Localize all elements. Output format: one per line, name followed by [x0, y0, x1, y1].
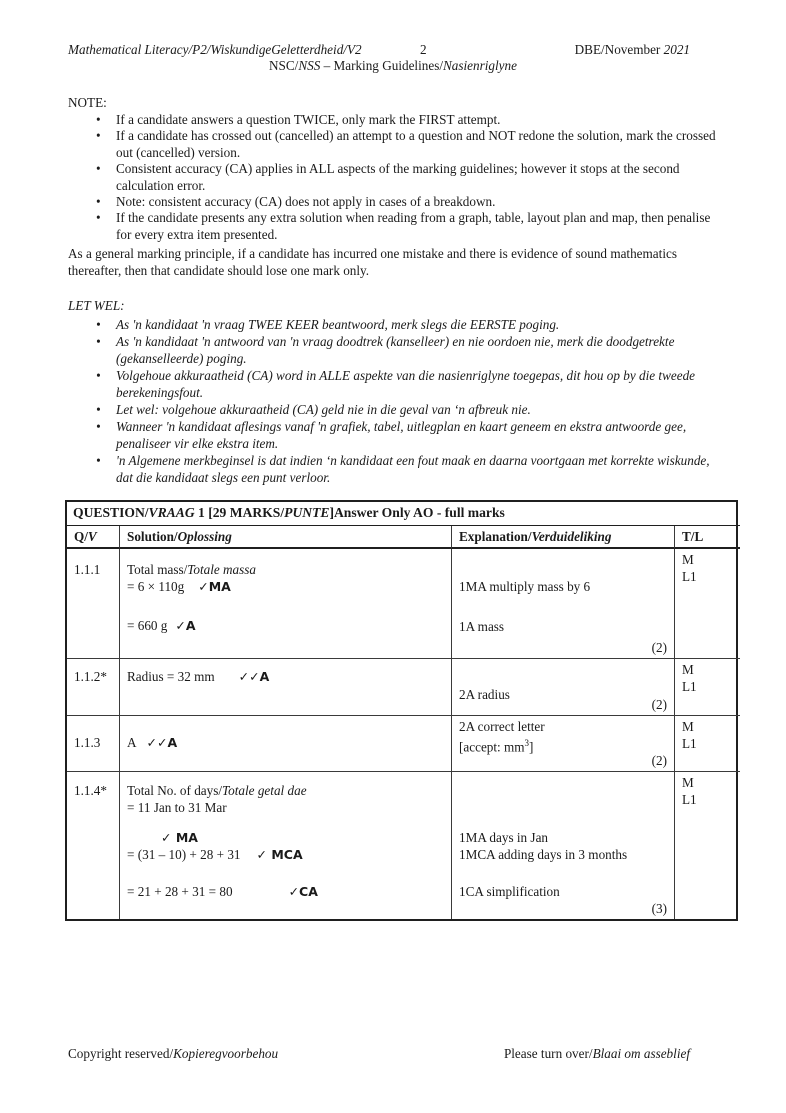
letwel-bullet: • Let wel: volgehoue akkuraatheid (CA) geld nie in die geval van ‘n afbreuk nie.	[68, 401, 723, 418]
note-bullet: • Note: consistent accuracy (CA) does not apply in cases of a breakdown.	[68, 194, 718, 210]
accept-note-close: ]	[529, 739, 534, 755]
explanation-line: 1A mass	[459, 619, 505, 634]
explanation-line: 2A radius	[459, 687, 510, 702]
page-number: 2	[420, 42, 427, 57]
header-q: Q/	[74, 529, 88, 544]
column-header-explanation	[452, 526, 675, 549]
solution-label-en: Total No. of days/	[127, 783, 223, 798]
letwel-bullet: • As 'n kandidaat 'n antwoord van 'n vraag doodtrek (kanselleer) en nie oordoen nie, merk die doodgetrekte (gekanselleerde) poging.	[68, 333, 723, 367]
letwel-bullet: • As 'n kandidaat 'n vraag TWEE KEER beantwoord, merk slegs die EERSTE poging.	[68, 316, 723, 333]
subtitle-nasienriglyne: Nasienriglyne	[443, 58, 517, 73]
solution-label-en: Total mass/	[127, 562, 188, 577]
header-explanation: Explanation/	[459, 529, 532, 544]
taxonomy-m: M	[682, 719, 694, 734]
letwel-bullet: • Volgehoue akkuraatheid (CA) word in ALLE aspekte van die nasienriglyne toegepas, dit hou op by die tweede berekeningsfout.	[68, 367, 723, 401]
page-header	[68, 42, 690, 59]
taxonomy-m: M	[682, 552, 694, 567]
header-oplossing: Oplossing	[177, 529, 232, 544]
document-title: Mathematical Literacy/P2/WiskundigeGeletterdheid/V2	[68, 42, 362, 57]
taxonomy-level: L1	[682, 569, 697, 584]
letwel-bullet: • Wanneer 'n kandidaat aflesings vanaf 'n grafiek, tabel, uitlegplan en kaart geneem en ekstra antwoorde gee, penaliseer vir elke ekstra item.	[68, 418, 723, 452]
step-text: = (31 – 10) + 28 + 31	[127, 847, 241, 862]
row-1-1-2-solution	[120, 659, 452, 716]
step-text: = 6 × 110g	[127, 579, 185, 594]
step-text: A	[127, 735, 137, 750]
note-section-english	[68, 95, 718, 279]
copyright-en: Copyright reserved/	[68, 1046, 174, 1061]
mark-allocation: (2)	[651, 697, 667, 712]
solution-step	[127, 578, 444, 595]
exam-session	[575, 42, 690, 58]
exam-body: DBE/November	[574, 42, 664, 57]
header-solution: Solution/	[127, 529, 178, 544]
note-bullet: • Consistent accuracy (CA) applies in ALL aspects of the marking guidelines; however it stops at the second calculation error.	[68, 161, 718, 194]
mark-allocation: (2)	[651, 753, 667, 768]
step-text: Radius = 32 mm	[127, 669, 215, 684]
taxonomy-level: L1	[682, 679, 697, 694]
column-header-tl	[675, 526, 740, 549]
step-text: = 660 g	[127, 618, 168, 633]
explanation-line: 1MCA adding days in 3 months	[459, 847, 628, 862]
column-header-solution	[120, 526, 452, 549]
superscript: 3	[524, 738, 530, 748]
marking-principle-text: As a general marking principle, if a candidate has incurred one mistake and there is evidence of sound mathematics thereafter, then that candidate should lose one mark only.	[68, 246, 677, 278]
mark-allocation: (3)	[651, 901, 667, 916]
explanation-line: 1CA simplification	[459, 884, 560, 899]
explanation-line: 1MA days in Jan	[459, 830, 549, 845]
subtitle-guidelines: – Marking Guidelines/	[320, 58, 443, 73]
taxonomy-level: L1	[682, 736, 697, 751]
letwel-bullet-list	[68, 316, 723, 486]
note-bullet: • If the candidate presents any extra solution when reading from a graph, table, layout plan and map, then penalise for every extra item presented.	[68, 210, 718, 243]
row-1-1-1-explanation	[452, 549, 675, 659]
solution-label	[127, 782, 444, 799]
row-1-1-3-explanation	[452, 716, 675, 772]
row-1-1-1-taxonomy-level	[675, 549, 740, 659]
header-subtitle	[0, 58, 786, 74]
header-verduideliking: Verduideliking	[531, 529, 612, 544]
note-heading: NOTE:	[68, 95, 107, 110]
solution-label	[127, 561, 444, 578]
taxonomy-m: M	[682, 775, 694, 790]
explanation-line	[459, 735, 667, 755]
note-section-afrikaans	[68, 298, 723, 486]
taxonomy-m: M	[682, 662, 694, 677]
marking-guidelines-table	[65, 500, 738, 921]
solution-step	[127, 617, 444, 634]
subtitle-nss: NSS	[298, 58, 321, 73]
tick-mark-above: ✓ MA	[161, 830, 198, 845]
step-text: = 21 + 28 + 31 = 80	[127, 884, 233, 899]
row-1-1-4-explanation	[452, 772, 675, 919]
solution-step	[127, 883, 444, 900]
solution-step	[127, 734, 444, 751]
turn-over-af: Blaai om asseblief	[592, 1046, 690, 1061]
turn-over-en: Please turn over/	[503, 1046, 593, 1061]
header-line-1	[68, 42, 690, 59]
column-header-qv	[67, 526, 120, 549]
title-punte: PUNTE	[284, 505, 330, 520]
solution-step	[127, 846, 444, 863]
solution-label-af: Totale massa	[187, 562, 257, 577]
row-1-1-3-solution	[120, 716, 452, 772]
solution-step	[127, 668, 444, 685]
letwel-heading: LET WEL:	[68, 298, 125, 313]
taxonomy-level: L1	[682, 792, 697, 807]
solution-label-af: Totale getal dae	[222, 783, 307, 798]
subtitle-nsc: NSC/	[268, 58, 299, 73]
row-1-1-2-explanation	[452, 659, 675, 716]
exam-year: 2021	[663, 42, 690, 57]
tick-mark: ✓A	[175, 618, 196, 633]
row-1-1-4-question-number: 1.1.4*	[67, 772, 120, 919]
accept-note: [accept: mm	[459, 739, 525, 755]
tick-mark: ✓✓A	[238, 669, 270, 684]
row-1-1-4-taxonomy-level	[675, 772, 740, 919]
row-1-1-4-solution	[120, 772, 452, 919]
letwel-bullet: • 'n Algemene merkbeginsel is dat indien ‘n kandidaat een fout maak en daarna voortgaan met korrekte wiskunde, dat die kandidaat slegs een punt verloor.	[68, 452, 723, 486]
row-1-1-1-solution	[120, 549, 452, 659]
tick-mark: ✓ MCA	[256, 847, 303, 862]
title-marks: 1 [29 MARKS/	[194, 505, 285, 520]
note-bullet-list	[68, 112, 718, 243]
row-1-1-3-taxonomy-level	[675, 716, 740, 772]
row-1-1-1-question-number: 1.1.1	[67, 549, 120, 659]
header-v: V	[87, 529, 97, 544]
tick-mark: ✓✓A	[146, 735, 178, 750]
explanation-line: 2A correct letter	[459, 719, 545, 734]
note-bullet: • If a candidate answers a question TWICE, only mark the FIRST attempt.	[68, 112, 718, 128]
solution-step: = 11 Jan to 31 Mar	[127, 800, 227, 815]
title-answer-only: ]Answer Only AO - full marks	[329, 505, 505, 520]
copyright-af: Kopieregvoorbehou	[173, 1046, 279, 1061]
header-tl-label: T/L	[682, 529, 704, 544]
tick-mark: ✓CA	[288, 884, 318, 899]
title-question: QUESTION/	[73, 505, 149, 520]
mark-allocation: (2)	[651, 640, 667, 655]
copyright-notice	[68, 1046, 278, 1062]
row-1-1-2-question-number: 1.1.2*	[67, 659, 120, 716]
note-bullet: • If a candidate has crossed out (cancelled) an attempt to a question and NOT redone the solution, mark the crossed out (cancelled) version.	[68, 128, 718, 161]
title-vraag: VRAAG	[148, 505, 195, 520]
turn-over-notice	[504, 1046, 690, 1062]
row-1-1-2-taxonomy-level	[675, 659, 740, 716]
tick-mark: ✓MA	[198, 579, 231, 594]
row-1-1-3-question-number: 1.1.3	[67, 716, 120, 772]
question-1-title	[67, 502, 740, 526]
explanation-line: 1MA multiply mass by 6	[459, 579, 591, 594]
